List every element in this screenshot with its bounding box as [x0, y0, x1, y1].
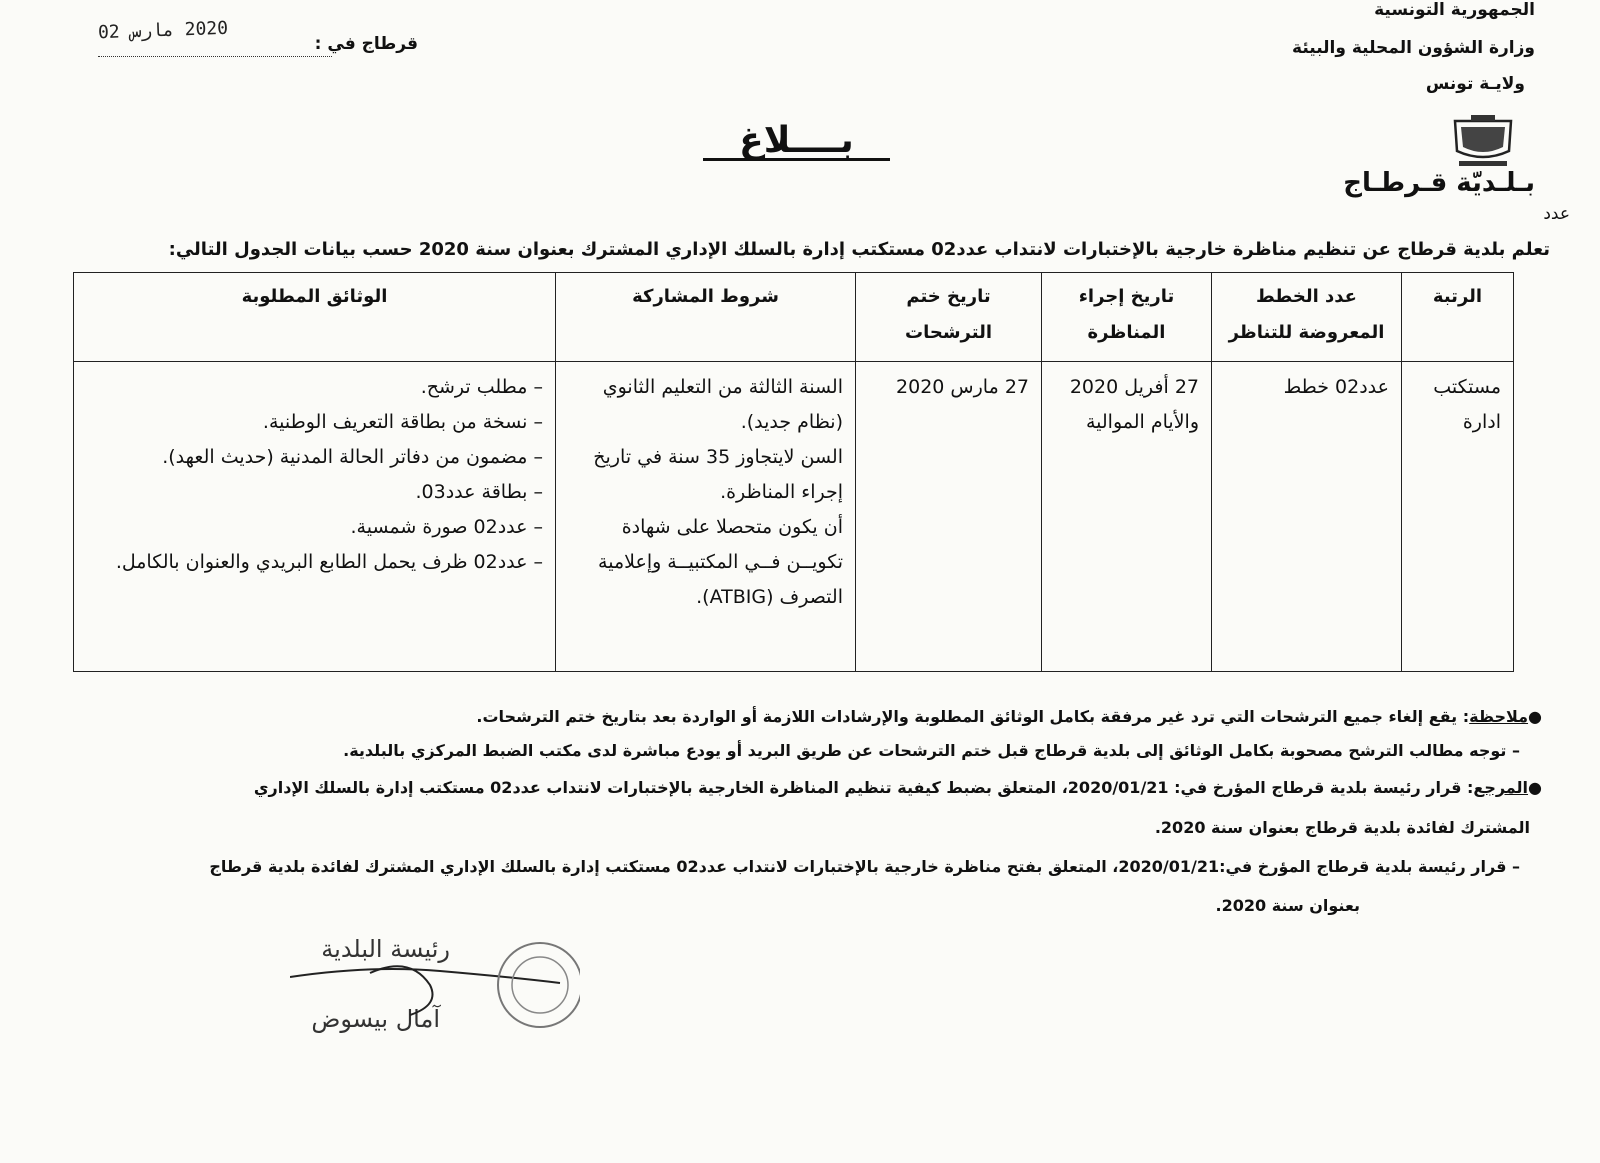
competition-table [73, 272, 1514, 672]
municipality-emblem-icon [1449, 113, 1517, 169]
header-conditions: شروط المشاركة [556, 273, 856, 362]
note-label: ملاحظة [1469, 707, 1529, 726]
header-positions: عدد الخطط المعروضة للتناظر [1212, 273, 1402, 362]
document-item: – عدد02 ظرف يحمل الطابع البريدي والعنوان بالكامل. [115, 551, 543, 573]
cell-deadline: 27 مارس 2020 [856, 362, 1042, 672]
reference-label: المرجع [1473, 778, 1529, 797]
header-rank: الرتبة [1402, 273, 1514, 362]
municipality-name: بـلـديّة قـرطـاج [1343, 168, 1535, 198]
cell-exam-date: 27 أفريل 2020 والأيام الموالية [1042, 362, 1212, 672]
document-item: – بطاقة عدد03. [415, 481, 543, 503]
signature-title: رئيسة البلدية [321, 935, 450, 963]
signature-name: آمال بيسوض [311, 1005, 440, 1033]
header-exam-date: تاريخ إجراء المناظرة [1042, 273, 1212, 362]
document-item: – مضمون من دفاتر الحالة المدنية (حديث العهد). [162, 446, 543, 468]
documents-list [86, 370, 543, 580]
republic-label: الجمهورية التونسية [1374, 0, 1535, 20]
cell-rank: مستكتب ادارة [1402, 362, 1514, 672]
cell-positions: عدد02 خطط [1212, 362, 1402, 672]
note-line [476, 707, 1542, 726]
condition-item: السن لايتجاوز 35 سنة في تاريخ إجراء المناظرة. [593, 446, 843, 503]
table-row [74, 362, 1514, 672]
table-header-row [74, 273, 1514, 362]
ministry-label: وزارة الشؤون المحلية والبيئة [1292, 38, 1535, 58]
header-documents: الوثائق المطلوبة [74, 273, 556, 362]
reference-line [254, 778, 1542, 797]
condition-item: أن يكون متحصلا على شهادة تكويــن فــي المكتبيــة وإعلامية التصرف (ATBIG). [598, 516, 843, 608]
number-label: عدد [1543, 204, 1570, 224]
document-item: – عدد02 صورة شمسية. [350, 516, 543, 538]
governorate-label: ولايـة تونس [1425, 74, 1525, 94]
note-sub-line: – توجه مطالب الترشح مصحوبة بكامل الوثائق إلى بلدية قرطاج قبل ختم الترشحات عن طريق البريد أو يودع مباشرة لدى مكتب الضبط المركزي بالبلدية. [343, 741, 1520, 760]
place-date-label: قرطاج في : [314, 34, 418, 54]
place-date [97, 17, 418, 60]
reference-text: : قرار رئيسة بلدية قرطاج المؤرخ في: 2020/01/21، المتعلق بضبط كيفية تنظيم المناظرة الخارجية بالإختبارات لانتداب عدد02 مستكتب إدارة بالسلك الإداري [253, 778, 1474, 797]
header-deadline: تاريخ ختم الترشحات [856, 273, 1042, 362]
reference-sub-line: – قرار رئيسة بلدية قرطاج المؤرخ في:2020/01/21، المتعلق بفتح مناظرة خارجية بالإختبارات لانتداب عدد02 مستكتب إدارة بالسلك الإداري المشترك لفائدة بلدية قرطاج [209, 857, 1520, 876]
handwritten-date: 2020 مارس 02 [97, 17, 229, 44]
reference-line-2: المشترك لفائدة بلدية قرطاج بعنوان سنة 2020. [1154, 818, 1530, 837]
note-text: : يقع إلغاء جميع الترشحات التي ترد غير مرفقة بكامل الوثائق المطلوبة والإرشادات اللازمة أو الواردة بعد بتاريخ ختم الترشحات. [476, 707, 1470, 726]
title-underline [703, 158, 890, 161]
condition-item: السنة الثالثة من التعليم الثانوي (نظام جديد). [602, 376, 843, 433]
cell-conditions [556, 362, 856, 672]
date-dotted-line [98, 56, 332, 57]
document-item: – مطلب ترشح. [420, 376, 543, 398]
cell-documents [74, 362, 556, 672]
signature-stamp-icon [290, 925, 580, 1050]
reference-sub-line-2: بعنوان سنة 2020. [1215, 896, 1360, 915]
bullet-icon: ● [1528, 707, 1542, 726]
intro-text: تعلم بلدية قرطاج عن تنظيم مناظرة خارجية بالإختبارات لانتداب عدد02 مستكتب إدارة بالسلك الإداري المشترك بعنوان سنة 2020 حسب بيانات الجدول التالي: [168, 239, 1550, 260]
page-title: بــــلاغ [739, 120, 854, 161]
bullet-icon: ● [1528, 778, 1542, 797]
document-item: – نسخة من بطاقة التعريف الوطنية. [262, 411, 543, 433]
